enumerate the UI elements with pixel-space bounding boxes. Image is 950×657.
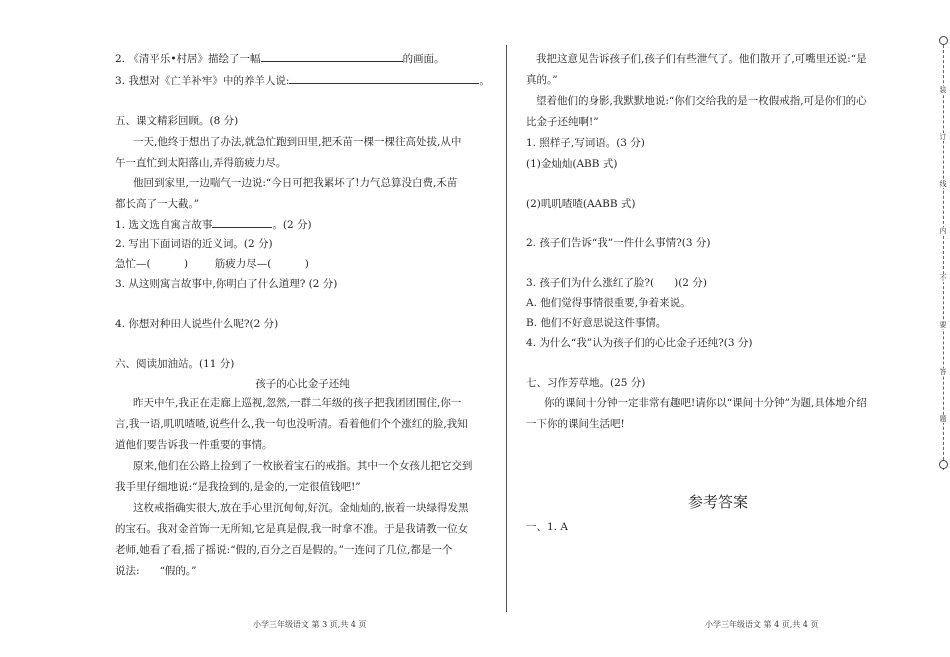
section-7-heading: 七、习作芳草地。(25 分) — [526, 377, 646, 389]
r-question-3: 3. 孩子们为什么涨红了脸?( )(2 分) — [526, 277, 707, 289]
binding-char: 不 — [937, 274, 949, 282]
story-line: 原来,他们在公路上捡到了一枚嵌着宝石的戒指。其中一个女孩儿把它交到 — [133, 460, 473, 472]
binding-hole-top — [939, 36, 948, 45]
binding-char: 题 — [937, 415, 949, 423]
answer-blank[interactable] — [289, 73, 479, 84]
binding-char: 答 — [937, 368, 949, 376]
story-line: 说法: “假的。” — [115, 565, 197, 577]
passage-line: 午一直忙到太阳落山,弄得筋疲力尽。 — [115, 157, 287, 169]
binding-char: 要 — [937, 321, 949, 329]
option-b: B. 他们不好意思说这件事情。 — [526, 317, 667, 329]
option-a: A. 他们觉得事情很重要,争着来说。 — [526, 297, 691, 309]
question-3: 3. 我想对《亡羊补牢》中的养羊人说: 。 — [115, 75, 490, 87]
binding-char: 线 — [937, 180, 949, 188]
column-divider — [506, 45, 507, 612]
section-6-heading: 六、阅读加油站。(11 分) — [115, 358, 235, 370]
story-line: 望着他们的身影,我默默地说:“你们交给我的是一枚假戒指,可是你们的心 — [536, 95, 867, 107]
binding-char: 装 — [937, 86, 949, 94]
binding-margin — [937, 0, 950, 657]
r-question-1: 1. 照样子,写词语。(3 分) — [526, 137, 645, 149]
answer-line: 一、1. A — [526, 521, 568, 533]
passage-line: 他回到家里,一边喘气一边说:“今日可把我累坏了!力气总算没白费,禾苗 — [133, 177, 458, 189]
story-line: 老师,她看了看,摇了摇说:“假的,百分之百是假的。”一连问了几位,都是一个 — [115, 544, 453, 556]
page-footer-4: 小学三年级语文 第 4 页,共 4 页 — [705, 620, 819, 629]
story-line: 比金子还纯啊!” — [526, 116, 599, 128]
binding-char: 内 — [937, 227, 949, 235]
binding-hole-bottom — [939, 460, 948, 469]
binding-char: 订 — [937, 133, 949, 141]
answer-blank[interactable] — [212, 217, 272, 228]
section-5-heading: 五、课文精彩回顾。(8 分) — [115, 115, 239, 127]
story-line: 道他们要告诉我一件重要的事情。 — [115, 439, 273, 451]
story-line: 我手里仔细地说:“是我捡到的,是金的,一定很值钱吧!” — [115, 481, 361, 493]
r-question-4: 4. 为什么“我”认为孩子们的心比金子还纯?(3 分) — [526, 337, 753, 349]
passage-line: 一天,他终于想出了办法,就急忙跑到田里,把禾苗一棵一棵往高处拔,从中 — [133, 136, 462, 148]
story-line: 言,我一语,叽叽喳喳,说些什么,我一句也没听清。看着他们个个涨红的脸,我知 — [115, 418, 468, 430]
story-line: 真的。” — [526, 74, 558, 86]
answer-blank[interactable] — [261, 51, 403, 62]
story-line: 这枚戒指确实很大,放在手心里沉甸甸,好沉。金灿灿的,嵌着一块绿得发黑 — [133, 502, 469, 514]
s5-question-2: 2. 写出下面词语的近义词。(2 分) — [115, 238, 273, 250]
page-footer-3: 小学三年级语文 第 3 页,共 4 页 — [253, 620, 367, 629]
writing-prompt: 一下你的课间生活吧! — [526, 418, 625, 430]
writing-prompt: 你的课间十分钟一定非常有趣吧!请你以“课间十分钟”为题,具体地介绍 — [544, 397, 867, 409]
story-line: 的宝石。我对金首饰一无所知,它是真是假,我一时拿不准。于是我请教一位女 — [115, 523, 469, 535]
story-line: 昨天中午,我正在走廊上巡视,忽然,一群二年级的孩子把我团团围住,你一 — [133, 397, 462, 409]
answer-key-title: 参考答案 — [687, 493, 748, 511]
story-line: 我把这意见告诉孩子们,孩子们有些泄气了。他们散开了,可嘴里还说:“是 — [536, 53, 867, 65]
question-2: 2. 《清平乐•村居》描绘了一幅 的画面。 — [115, 53, 445, 65]
story-title: 孩子的心比金子还纯 — [255, 378, 350, 390]
r-question-2: 2. 孩子们告诉“我”一件什么事情?(3 分) — [526, 237, 711, 249]
r-question-1a: (1)金灿灿(ABB 式) — [526, 158, 618, 170]
passage-line: 都长高了一大截。” — [115, 198, 200, 210]
s5-question-1: 1. 选文选自寓言故事 。(2 分) — [115, 219, 312, 231]
s5-question-4: 4. 你想对种田人说些什么呢?(2 分) — [115, 318, 279, 330]
s5-question-3: 3. 从这则寓言故事中,你明白了什么道理? (2 分) — [115, 278, 338, 290]
binding-line — [943, 40, 944, 470]
synonym-blanks[interactable]: 急忙—( ) 筋疲力尽—( ) — [115, 258, 309, 270]
r-question-1b: (2)叽叽喳喳(AABB 式) — [526, 198, 636, 210]
